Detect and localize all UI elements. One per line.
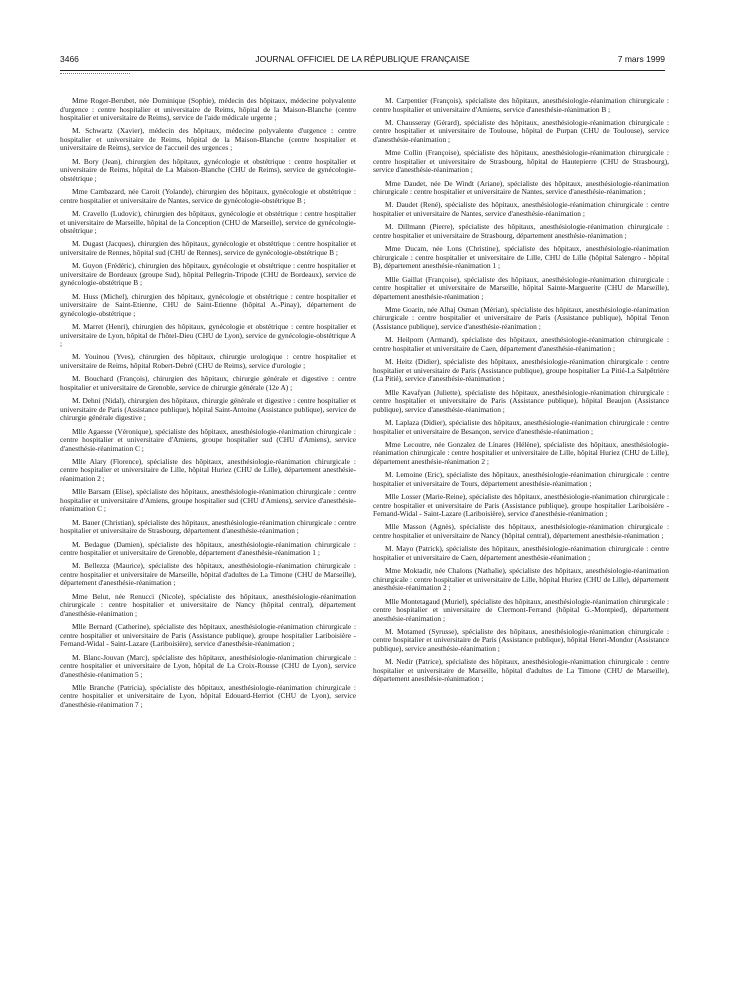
appointment-entry: M. Guyon (Frédéric), chirurgien des hôpitaux, gynécologie et obstétrique : centre hospitalier et universitaire de Bordeaux (groupe Sud), hôpital Pellegrin-Tripode (CHU de Bordeaux), service de gynécologie-obstétrique B ;: [60, 261, 356, 288]
appointment-entry: Mlle Masson (Agnès), spécialiste des hôpitaux, anesthésiologie-réanimation chirurgicale : centre hospitalier et universitaire de Nancy (hôpital central), département anesthésie-réanimation ;: [373, 522, 669, 540]
appointment-entry: M. Nedir (Patrice), spécialiste des hôpitaux, anesthésiologie-réanimation chirurgicale : centre hospitalier et universitaire de Marseille, hôpital d'adultes de La Timone (CHU de Marseille), département anesthésie-réanimation ;: [373, 657, 669, 684]
appointment-entry: M. Bory (Jean), chirurgien des hôpitaux, gynécologie et obstétrique : centre hospitalier et universitaire de Reims, hôpital de La Maison-Blanche (CHU de Reims), service de gynécologie-obstétrique ;: [60, 156, 356, 183]
page-number: 3466: [60, 54, 79, 64]
appointment-entry: Mlle Gaillat (Françoise), spécialiste des hôpitaux, anesthésiologie-réanimation chirurgicale : centre hospitalier et universitaire de Marseille, hôpital Sainte-Marguerite (CHU de Marseille), département anesthésie-réanimation ;: [373, 274, 669, 301]
journal-title: JOURNAL OFFICIEL DE LA RÉPUBLIQUE FRANÇAISE: [255, 54, 470, 64]
appointment-entry: Mme Goarin, née Alhaj Osman (Mérian), spécialiste des hôpitaux, anesthésiologie-réanimation chirurgicale : centre hospitalier et universitaire de Paris (Assistance publique), hôpital Tenon (Assistance publique), service d'anesthésie-réanimation ;: [373, 304, 669, 332]
appointment-entry: Mme Ducam, née Lons (Christine), spécialiste des hôpitaux, anesthésiologie-réanimation chirurgicale : centre hospitalier et universitaire de Lille, CHU de Lille (hôpital Salengro - hôpital B), département anesthésie-réanimation 1 ;: [373, 244, 669, 271]
appointment-entry: Mme Cambazard, née Caroit (Yolande), chirurgien des hôpitaux, gynécologie et obstétrique : centre hospitalier et universitaire de Nantes, service de gynécologie-obstétrique B ;: [60, 187, 356, 205]
appointment-entry: M. Laplaza (Didier), spécialiste des hôpitaux, anesthésiologie-réanimation chirurgicale : centre hospitalier et universitaire de Besançon, service d'anesthésie-réanimation ;: [373, 417, 669, 436]
header-dotted-rule: [60, 73, 130, 74]
appointment-entry: Mlle Losser (Marie-Reine), spécialiste des hôpitaux, anesthésiologie-réanimation chirurgicale : centre hospitalier et universitaire de Paris (Assistance publique), groupe hospitalier Lariboisière - Fernand-Widal - Saint-Lazare (Lariboisière), service d'anesthésie-réanimation ;: [373, 492, 669, 519]
appointment-entry: Mme Moktadir, née Chalons (Nathalie), spécialiste des hôpitaux, anesthésiologie-réanimation chirurgicale : centre hospitalier et universitaire de Lille, hôpital Huriez (CHU de Lille), département anesthésie-réanimation 2 ;: [373, 566, 669, 593]
appointment-entry: Mme Belut, née Renucci (Nicole), spécialiste des hôpitaux, anesthésiologie-réanimation chirurgicale : centre hospitalier et universitaire de Nancy (hôpital central), département d'anesthésie-réanimation ;: [60, 591, 356, 618]
appointment-entry: M. Bauer (Christian), spécialiste des hôpitaux, anesthésiologie-réanimation chirurgicale : centre hospitalier et universitaire de Strasbourg, département d'anesthésie-réanimation ;: [60, 517, 356, 536]
appointment-entry: M. Dugast (Jacques), chirurgien des hôpitaux, gynécologie et obstétrique : centre hospitalier et universitaire de Rennes, hôpital sud (CHU de Rennes), service de gynécologie-obstétrique B ;: [60, 239, 356, 257]
appointment-entry: M. Motamed (Syrusse), spécialiste des hôpitaux, anesthésiologie-réanimation chirurgicale : centre hospitalier et universitaire de Paris (Assistance publique), hôpital Henri-Mondor (Assistance publique), service anesthésie-réanimation ;: [373, 626, 669, 653]
appointment-entry: Mlle Alary (Florence), spécialiste des hôpitaux, anesthésiologie-réanimation chirurgicale : centre hospitalier et universitaire de Lille, hôpital Huriez (CHU de Lille), département anesthésie-réanimation 2 ;: [60, 456, 356, 483]
appointment-entry: Mlle Barsam (Elise), spécialiste des hôpitaux, anesthésiologie-réanimation chirurgicale : centre hospitalier et universitaire d'Amiens, groupe hospitalier sud (CHU d'Amiens), service d'anesthésie-réanimation C ;: [60, 487, 356, 514]
right-column: [373, 97, 669, 689]
appointment-entry: Mlle Agaesse (Véronique), spécialiste des hôpitaux, anesthésiologie-réanimation chirurgicale : centre hospitalier et universitaire d'Amiens, groupe hospitalier sud (CHU d'Amiens), service d'anesthésie-réanimation C ;: [60, 426, 356, 453]
appointment-entry: M. Heitz (Didier), spécialiste des hôpitaux, anesthésiologie-réanimation chirurgicale : centre hospitalier et universitaire de Paris (Assistance publique), groupe hospitalier La Pitié-La Salpêtrière (La Pitié), service d'anesthésie-réanimation ;: [373, 357, 669, 384]
appointment-entry: M. Dillmann (Pierre), spécialiste des hôpitaux, anesthésiologie-réanimation chirurgicale : centre hospitalier et universitaire de Strasbourg, département anesthésie-réanimation ;: [373, 222, 669, 240]
appointment-entry: M. Youinou (Yves), chirurgien des hôpitaux, chirurgie urologique : centre hospitalier et universitaire de Reims, hôpital Robert-Debré (CHU de Reims), service d'urologie ;: [60, 352, 356, 370]
appointment-entry: M. Bellezza (Maurice), spécialiste des hôpitaux, anesthésiologie-réanimation chirurgicale : centre hospitalier et universitaire de Marseille, hôpital d'adultes de La Timone (CHU de Marseille), département d'anesthésie-réanimation ;: [60, 561, 356, 588]
appointment-entry: M. Carpentier (François), spécialiste des hôpitaux, anesthésiologie-réanimation chirurgicale : centre hospitalier et universitaire d'Amiens, service d'anesthésie-réanimation B ;: [373, 96, 669, 114]
appointment-entry: Mlle Montetagaud (Muriel), spécialiste des hôpitaux, anesthésiologie-réanimation chirurgicale : centre hospitalier et universitaire de Clermont-Ferrand (hôpital G.-Montpied), département anesthésie-réanimation ;: [373, 596, 669, 623]
appointment-entry: M. Marret (Henri), chirurgien des hôpitaux, gynécologie et obstétrique : centre hospitalier et universitaire de Lyon, hôpital de l'hôtel-Dieu (CHU de Lyon), service de gynécologie-obstétrique A ;: [60, 322, 356, 349]
appointment-entry: M. Mayo (Patrick), spécialiste des hôpitaux, anesthésiologie-réanimation chirurgicale : centre hospitalier et universitaire de Caen, département anesthésie-réanimation ;: [373, 544, 669, 562]
left-column: [60, 97, 356, 714]
appointment-entry: Mlle Branche (Patricia), spécialiste des hôpitaux, anesthésiologie-réanimation chirurgicale : centre hospitalier et universitaire de Lyon, hôpital Edouard-Herriot (CHU de Lyon), service d'anesthésie-réanimation 7 ;: [60, 682, 356, 710]
page-header: [60, 54, 665, 68]
issue-date: 7 mars 1999: [617, 54, 665, 64]
appointment-entry: M. Cravello (Ludovic), chirurgien des hôpitaux, gynécologie et obstétrique : centre hospitalier et universitaire de Marseille, hôpital de la Conception (CHU de Marseille), service de gynécologie-obstétrique ;: [60, 209, 356, 236]
appointment-entry: M. Lemoine (Eric), spécialiste des hôpitaux, anesthésiologie-réanimation chirurgicale : centre hospitalier et universitaire de Tours, département anesthésie-réanimation ;: [373, 470, 669, 488]
header-rule: [60, 70, 665, 71]
appointment-entry: M. Chausseray (Gérard), spécialiste des hôpitaux, anesthésiologie-réanimation chirurgicale : centre hospitalier et universitaire de Toulouse, hôpital de Purpan (CHU de Toulouse), service d'anesthésie-réanimation ;: [373, 117, 669, 144]
appointment-entry: Mme Roger-Berubet, née Dominique (Sophie), médecin des hôpitaux, médecine polyvalente d'urgence : centre hospitalier et universitaire de Reims, hôpital de la Maison-Blanche (centre hospitalier et universitaire de Reims), service de l'aide médicale urgente ;: [60, 96, 356, 123]
appointment-entry: Mme Collin (Françoise), spécialiste des hôpitaux, anesthésiologie-réanimation chirurgicale : centre hospitalier et universitaire de Strasbourg, hôpital de Hautepierre (CHU de Strasbourg), service d'anesthésie-réanimation ;: [373, 148, 669, 175]
appointment-entry: M. Blanc-Jouvan (Marc), spécialiste des hôpitaux, anesthésiologie-réanimation chirurgicale : centre hospitalier et universitaire de Lyon, hôpital de La Croix-Rousse (CHU de Lyon), service d'anesthésie-réanimation 5 ;: [60, 652, 356, 679]
appointment-entry: M. Daudet (René), spécialiste des hôpitaux, anesthésiologie-réanimation chirurgicale : centre hospitalier et universitaire de Nantes, service d'anesthésie-réanimation ;: [373, 200, 669, 219]
appointment-entry: Mlle Kavafyan (Juliette), spécialiste des hôpitaux, anesthésiologie-réanimation chirurgicale : centre hospitalier et universitaire de Paris (Assistance publique), hôpital Beaujon (Assistance publique), service d'anesthésie-réanimation ;: [373, 387, 669, 414]
appointment-entry: Mme Lecoutre, née Gonzalez de Linares (Hélène), spécialiste des hôpitaux, anesthésiologie-réanimation chirurgicale : centre hospitalier et universitaire de Lille, hôpital Huriez (CHU de Lille), département anesthésie-réanimation 2 ;: [373, 439, 669, 466]
appointment-entry: Mme Daudet, née De Windt (Ariane), spécialiste des hôpitaux, anesthésiologie-réanimation chirurgicale : centre hospitalier et universitaire de Nantes, service d'anesthésie-réanimation ;: [373, 178, 669, 197]
appointment-entry: M. Bedague (Damien), spécialiste des hôpitaux, anesthésiologie-réanimation chirurgicale : centre hospitalier et universitaire de Grenoble, département d'anesthésie-réanimation 1 ;: [60, 539, 356, 558]
appointment-entry: M. Bouchard (François), chirurgien des hôpitaux, chirurgie générale et digestive : centre hospitalier et universitaire de Grenoble, service de chirurgie générale (12e A) ;: [60, 374, 356, 392]
appointment-entry: M. Huss (Michel), chirurgien des hôpitaux, gynécologie et obstétrique : centre hospitalier et universitaire de Saint-Etienne, CHU de Saint-Etienne (hôpital A.-Pinay), département de gynécologie-obstétrique ;: [60, 291, 356, 318]
appointment-entry: M. Dehni (Nidal), chirurgien des hôpitaux, chirurgie générale et digestive : centre hospitalier et universitaire de Paris (Assistance publique), hôpital Saint-Antoine (Assistance publique), service de chirurgie générale digestive ;: [60, 396, 356, 423]
appointment-entry: M. Heilporn (Armand), spécialiste des hôpitaux, anesthésiologie-réanimation chirurgicale : centre hospitalier et universitaire de Caen, département d'anesthésie-réanimation ;: [373, 335, 669, 353]
appointment-entry: M. Schwartz (Xavier), médecin des hôpitaux, médecine polyvalente d'urgence : centre hospitalier et universitaire de Reims, hôpital de la Maison-Blanche (centre hospitalier et universitaire de Reims), service de l'accueil des urgences ;: [60, 126, 356, 153]
appointment-entry: Mlle Bernard (Catherine), spécialiste des hôpitaux, anesthésiologie-réanimation chirurgicale : centre hospitalier et universitaire de Paris (Assistance publique), groupe hospitalier Lariboisière - Fernand-Widal - Saint-Lazare (Lariboisière), service d'anesthésie-réanimation ;: [60, 622, 356, 649]
